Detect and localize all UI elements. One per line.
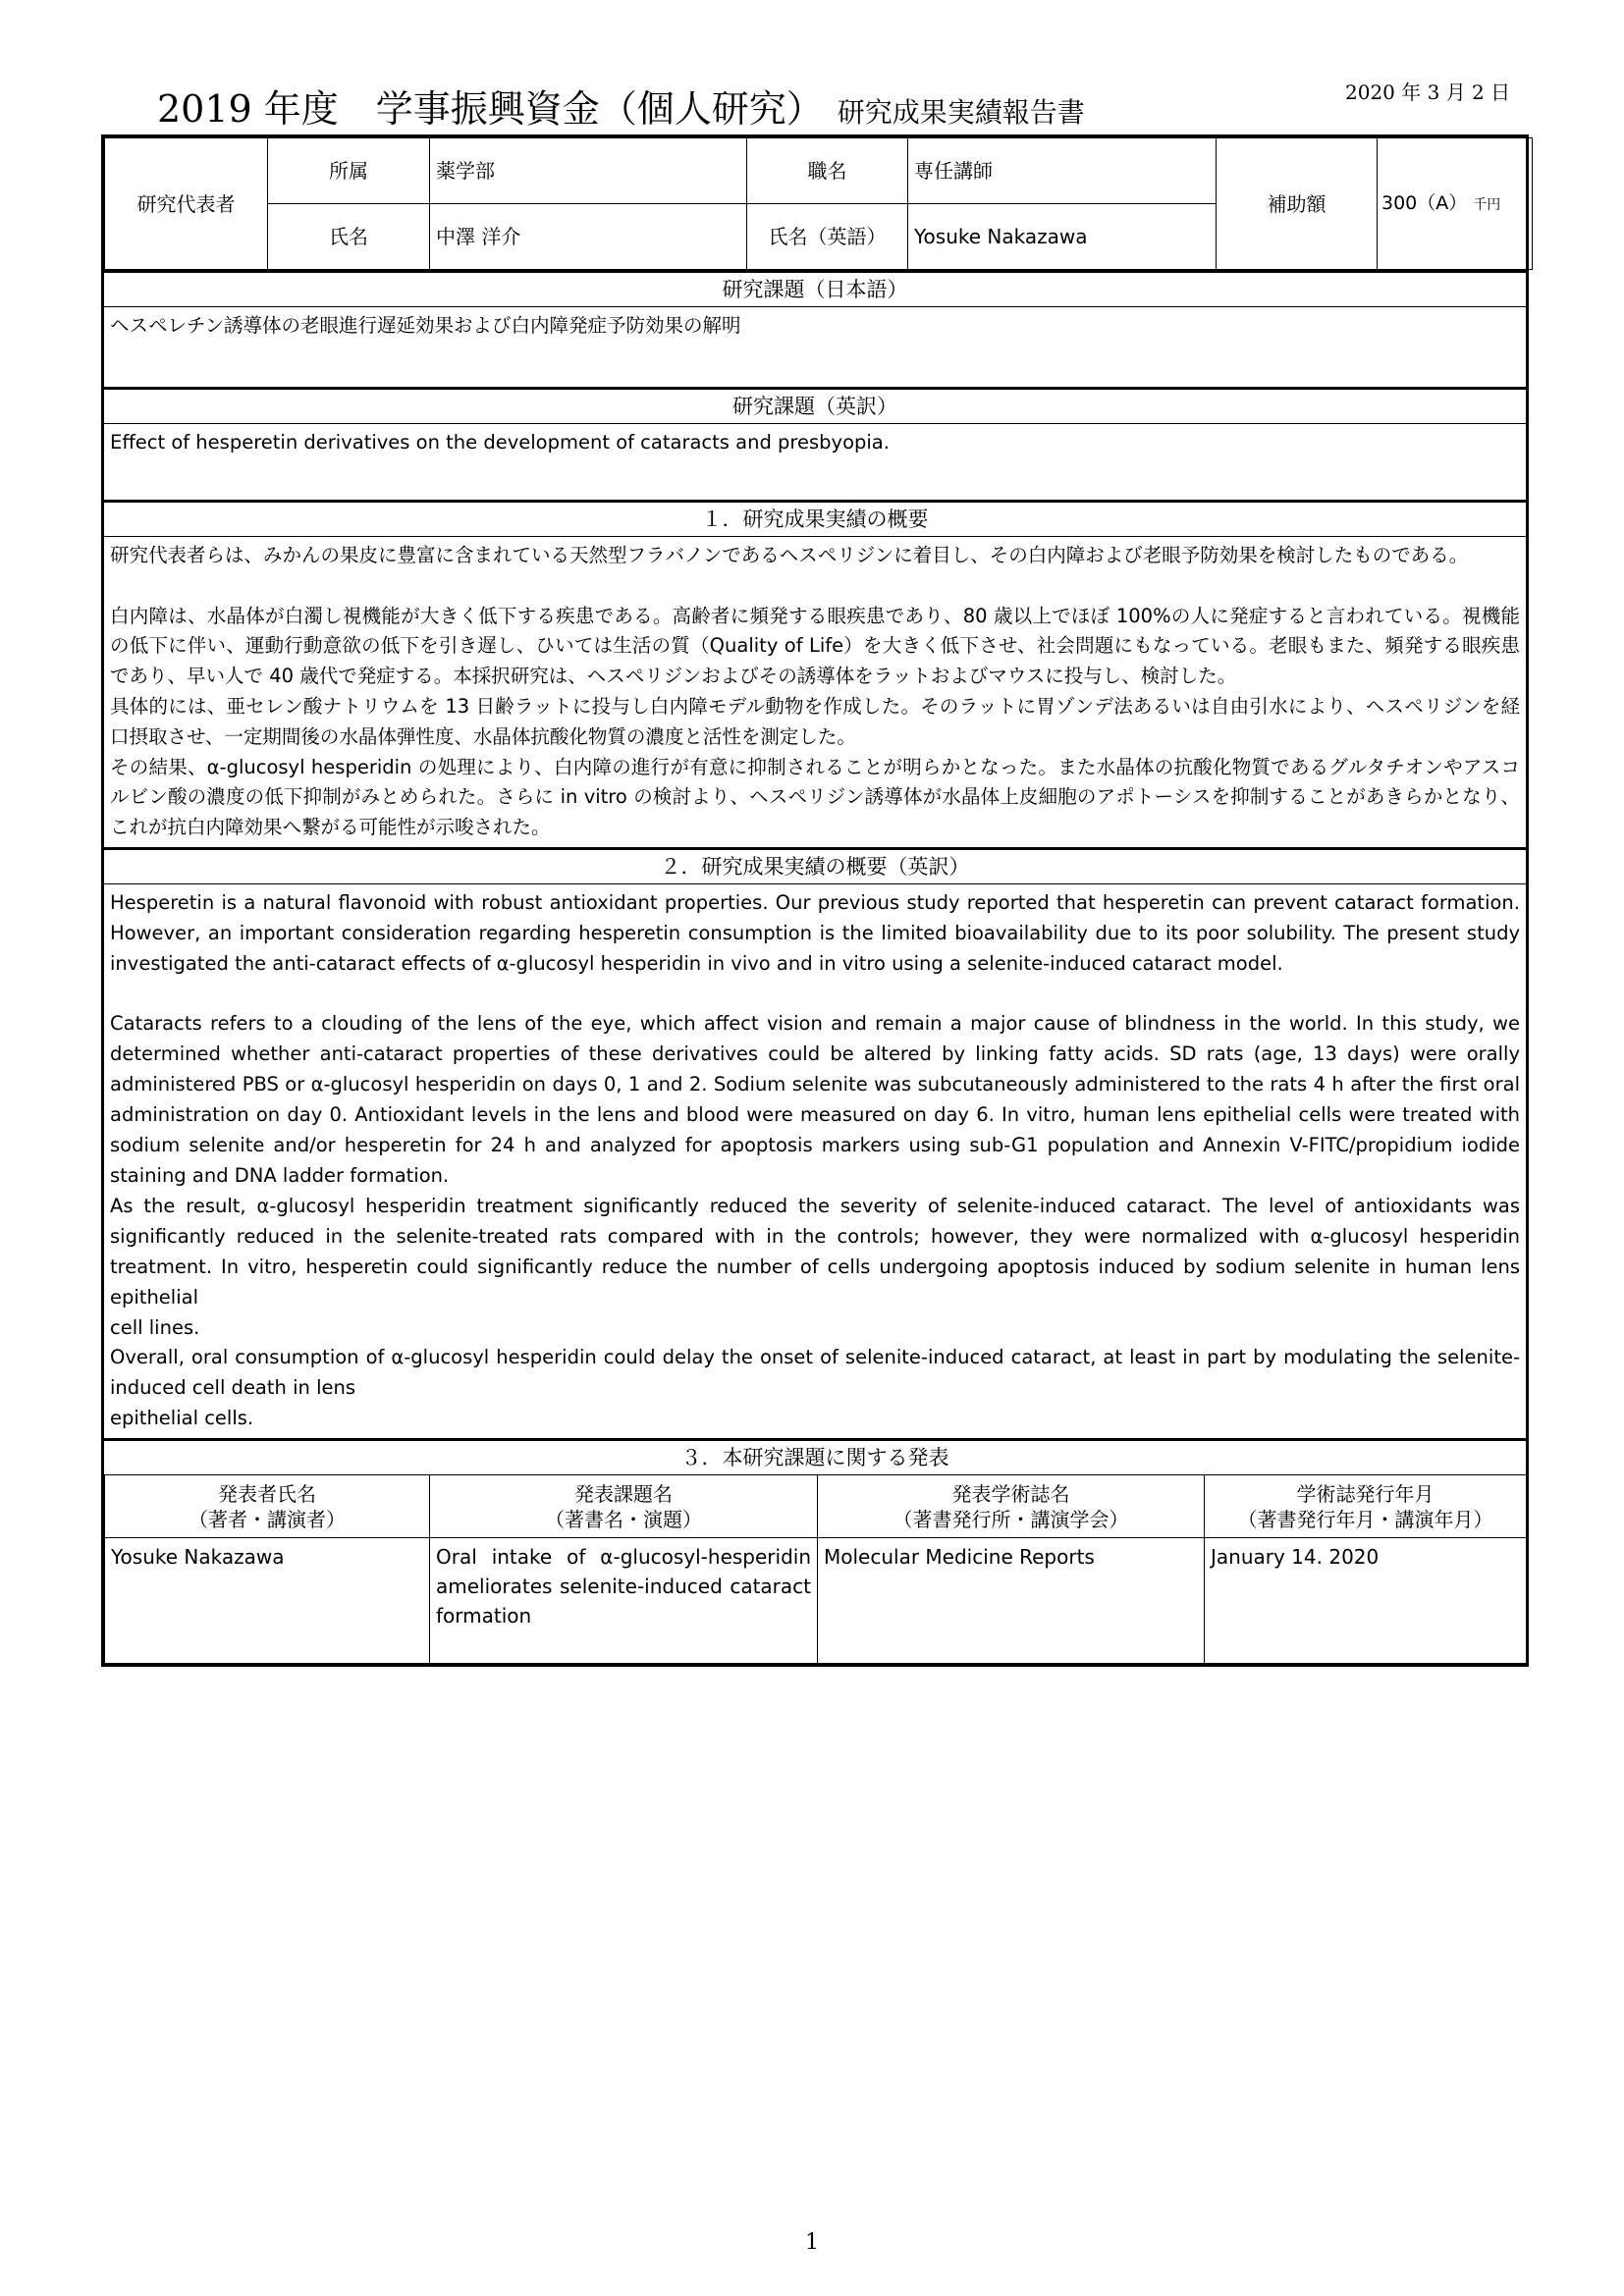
theme-ja-heading: 研究課題（日本語） xyxy=(104,273,1526,307)
grant-label: 補助額 xyxy=(1217,138,1378,270)
rep-label: 研究代表者 xyxy=(105,138,268,270)
report-date: 2020 年 3 月 2 日 xyxy=(1345,80,1511,104)
summary-en-p2: Cataracts refers to a clouding of the lens of the eye, which affect vision and remain a major cause of blindness in the world. In this study, we determined whether anti-cataract properties of these derivatives could be altered by linking fatty acids. SD rats (age, 13 days) were orally administered PBS or α-glucosyl hesperidin on days 0, 1 and 2. Sodium selenite was subcutaneously administered to the rats 4 h after the first oral administration on day 0. Antioxidant levels in the lens and blood were measured on day 6. In vitro, human lens epithelial cells were treated with sodium selenite and/or hesperetin for 24 h and analyzed for apoptosis markers using sub-G1 population and Annexin V-FITC/propidium iodide staining and DNA ladder formation. xyxy=(110,1012,1520,1188)
summary-en-p4a: Overall, oral consumption of α-glucosyl hesperidin could delay the onset of selenite-induced cataract, at least in part by modulating the selenite-induced cell death in lens xyxy=(110,1346,1520,1400)
pub-author: Yosuke Nakazawa xyxy=(105,1538,430,1664)
pub-col-author-header: 発表者氏名 （著者・講演者） xyxy=(105,1475,430,1538)
summary-en-body xyxy=(104,884,1526,1438)
summary-en-p3b: cell lines. xyxy=(110,1315,200,1339)
pub-date: January 14. 2020 xyxy=(1205,1538,1527,1664)
table-row xyxy=(105,1538,1527,1664)
summary-ja-p3: 具体的には、亜セレン酸ナトリウムを 13 日齢ラットに投与し白内障モデル動物を作成した。そのラットに胃ゾンデ法あるいは自由引水により、ヘスペリジンを経口摂取させ、一定期間後の水晶体弾性度、水晶体抗酸化物質の濃度と活性を測定した。 xyxy=(110,694,1520,748)
title-sub: 研究成果実績報告書 xyxy=(837,96,1085,129)
position-value: 専任講師 xyxy=(908,138,1217,204)
pub-col-title-header: 発表課題名 （著書名・演題） xyxy=(430,1475,818,1538)
publications-section xyxy=(104,1438,1526,1664)
grant-value: 300（A） xyxy=(1381,191,1468,214)
summary-en-p1: Hesperetin is a natural flavonoid with robust antioxidant properties. Our previous study reported that hesperetin can prevent cataract formation. However, an important consideration regarding hesperetin consumption is the limited bioavailability due to its poor solubility. The present study investigated the anti-cataract effects of α-glucosyl hesperidin in vivo and in vitro using a selenite-induced cataract model. xyxy=(110,890,1520,975)
summary-ja-heading: １．研究成果実績の概要 xyxy=(104,503,1526,537)
pub-col-date-header: 学術誌発行年月 （著書発行年月・講演年月） xyxy=(1205,1475,1527,1538)
publications-heading: ３．本研究課題に関する発表 xyxy=(680,1446,949,1470)
name-en-label: 氏名（英語） xyxy=(747,204,908,270)
title-main: 2019 年度 学事振興資金（個人研究） xyxy=(157,87,824,131)
publications-table xyxy=(104,1474,1527,1664)
page-number: 1 xyxy=(805,2230,819,2255)
theme-en-heading: 研究課題（英訳） xyxy=(104,390,1526,424)
summary-ja-section xyxy=(104,500,1526,847)
theme-ja-section xyxy=(104,270,1526,387)
summary-ja-body xyxy=(104,537,1526,847)
grant-cell xyxy=(1378,138,1533,270)
theme-ja-text: ヘスペレチン誘導体の老眼進行遅延効果および白内障発症予防効果の解明 xyxy=(110,314,741,337)
summary-en-p4b: epithelial cells. xyxy=(110,1407,254,1430)
name-value: 中澤 洋介 xyxy=(430,204,747,270)
summary-en-heading: ２．研究成果実績の概要（英訳） xyxy=(104,850,1526,884)
summary-en-section xyxy=(104,847,1526,1438)
page-title xyxy=(157,79,1085,133)
pub-journal: Molecular Medicine Reports xyxy=(818,1538,1205,1664)
affiliation-label: 所属 xyxy=(268,138,430,204)
affiliation-value: 薬学部 xyxy=(430,138,747,204)
summary-ja-p2: 白内障は、水晶体が白濁し視機能が大きく低下する疾患である。高齢者に頻発する眼疾患であり、80 歳以上でほぼ 100%の人に発症すると言われている。視機能の低下に伴い、運動行動意欲の低下を引き遅し、ひいては生活の質（Quality of Life）を大きく低下させ、社会問題にもなっている。老眼もまた、頻発する眼疾患であり、早い人で 40 歳代で発症する。本採択研究は、ヘスペリジンおよびその誘導体をラットおよびマウスに投与し、検討した。 xyxy=(110,604,1520,688)
info-table xyxy=(104,137,1533,270)
report-form xyxy=(101,134,1529,1667)
summary-ja-p1: 研究代表者らは、みかんの果皮に豊富に含まれている天然型フラバノンであるヘスペリジンに着目し、その白内障および老眼予防効果を検討したものである。 xyxy=(110,544,1469,566)
theme-en-text: Effect of hesperetin derivatives on the development of cataracts and presbyopia. xyxy=(110,431,890,454)
summary-en-p3a: As the result, α-glucosyl hesperidin treatment significantly reduced the severity of selenite-induced cataract. The level of antioxidants was significantly reduced in the selenite-treated rats compared with in the controls; however, they were normalized with α-glucosyl hesperidin treatment. In vitro, hesperetin could significantly reduce the number of cells undergoing apoptosis induced by sodium selenite in human lens epithelial xyxy=(110,1194,1520,1308)
pub-title: Oral intake of α-glucosyl-hesperidin ameliorates selenite-induced cataract formation xyxy=(430,1538,818,1664)
pub-col-journal-header: 発表学術誌名 （著書発行所・講演学会） xyxy=(818,1475,1205,1538)
name-label: 氏名 xyxy=(268,204,430,270)
theme-en-section xyxy=(104,387,1526,500)
grant-unit: 千円 xyxy=(1473,196,1501,213)
name-en-value: Yosuke Nakazawa xyxy=(908,204,1217,270)
summary-ja-p4: その結果、α-glucosyl hesperidin の処理により、白内障の進行が有意に抑制されることが明らかとなった。また水晶体の抗酸化物質であるグルタチオンやアスコルビン酸の濃度の低下抑制がみとめられた。さらに in vitro の検討より、ヘスペリジン誘導体が水晶体上皮細胞のアポトーシスを抑制することがあきらかとなり、これが抗白内障効果へ繋がる可能性が示唆された。 xyxy=(110,755,1520,839)
position-label: 職名 xyxy=(747,138,908,204)
